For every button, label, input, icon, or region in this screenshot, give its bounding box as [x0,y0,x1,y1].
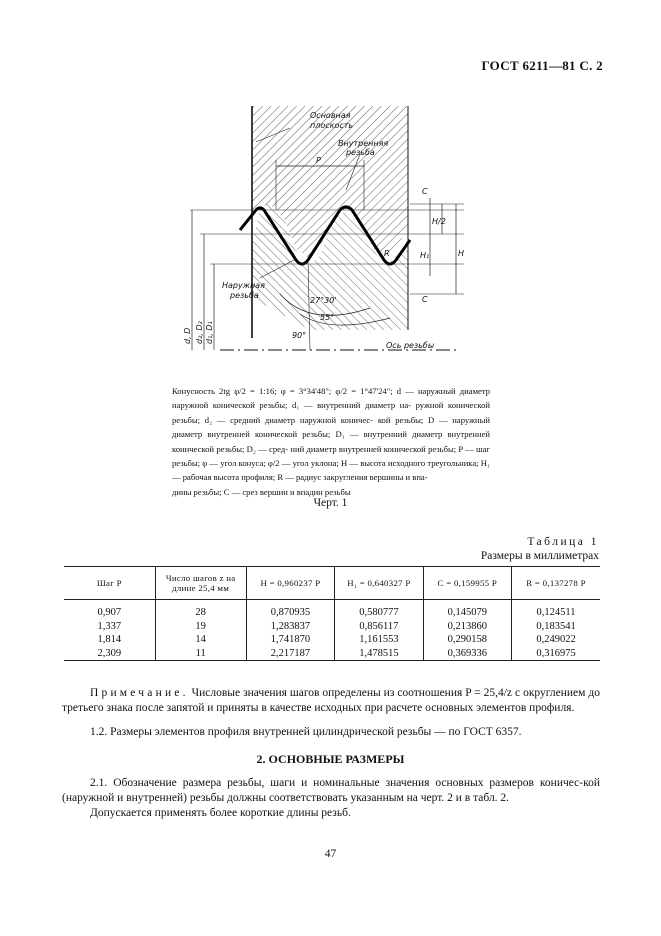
paragraph-text: 1.2. Размеры элементов профиля внутренней цилиндрической резьбы — по ГОСТ 6357. [90,726,522,738]
label-pitch: P [316,156,321,165]
table-note [62,686,600,715]
table-cell: 1,337 [97,620,122,632]
label-external-thread-2: резьба [230,291,259,300]
label-d: d, D [183,327,192,344]
table-cell: 0,907 [97,607,122,619]
table-cell: 1,478515 [335,647,423,661]
table-row [64,620,600,634]
label-h-half: H/2 [432,217,446,226]
label-angle-27: 27°30' [310,296,337,305]
label-angle-90: 90° [292,331,307,340]
table-cell: 0,145079 [423,606,511,620]
table-cell: 1,283837 [246,620,334,634]
label-c-bottom: C [422,295,428,304]
legend-line: дины резьбы; C — срез вершин и впадин резьбы [172,486,351,497]
thread-sizes-table [64,566,600,661]
drawing-legend [172,384,490,499]
table-cell: 11 [155,647,246,661]
paragraph-text: Допускается применять более короткие длины резьб. [90,807,351,819]
label-d1: d₁, D₁ [205,321,214,344]
page-header: ГОСТ 6211—81 С. 2 [481,58,603,73]
thread-profile-drawing [160,98,480,370]
legend-line: конуса; φ/2 — угол уклона; H — высота исходного треугольника; H₁ — [172,458,490,483]
table-row [64,647,600,661]
column-header: H₁ = 0,640327 P [335,567,423,600]
legend-line: ружной конической резьбы; d₂ — средний диаметр наружной коничес- [172,400,490,425]
table-cell: 14 [155,633,246,647]
label-angle-55: 55° [320,313,335,322]
label-internal-thread: Внутренняя [338,139,389,148]
table-header-row [64,567,600,600]
table-cell: 0,213860 [423,620,511,634]
label-c-top: C [422,187,428,196]
column-header: R = 0,137278 P [512,567,600,600]
table-units: Размеры в миллиметрах [480,550,599,562]
label-basic-plane-2: плоскость [310,121,354,130]
page-number: 47 [324,848,337,860]
label-h: H [458,249,465,258]
table-cell: 19 [155,620,246,634]
label-d2: d₂, D₂ [195,321,204,344]
table-cell: 2,217187 [246,647,334,661]
legend-line: Конусность 2tg φ/2 = 1:16; φ = 3°34'48"; φ/2 = 1°47'24"; d — наружный [172,386,456,396]
paragraph-2-2 [62,806,600,821]
legend-line: диаметр наружной конической резьбы; d₁ — внутренний диаметр на- [172,386,490,411]
table-row [64,633,600,647]
table-cell: 0,870935 [246,606,334,620]
label-basic-plane: Основная [310,111,351,120]
paragraph-2-1 [62,776,600,805]
label-internal-thread-2: резьба [346,148,375,157]
label-r: R [384,249,390,258]
legend-line: ний диаметр внутренней конической резьбы; P — шаг резьбы; φ — угол [172,443,490,469]
note-text: Числовые значения шагов определены из соотношения P = 25,4/z с округлением до третьего знака после запятой и приняты в качестве исходных при расчете основных элементов профиля. [62,687,600,714]
table-cell: 0,290158 [423,633,511,647]
table-row [64,606,600,620]
paragraph-1-2 [62,725,600,740]
table-cell: 28 [155,606,246,620]
table-cell: 1,161553 [335,633,423,647]
column-header: Число шагов z на длине 25,4 мм [155,567,246,600]
legend-line: кой резьбы; D — наружный диаметр внутренней конической резьбы; [172,414,490,440]
legend-line: рабочая высота профиля; R — радиус закругления вершины и впа- [182,472,428,483]
table-cell: 2,309 [64,647,155,661]
table-cell: 0,124511 [512,606,600,620]
table-cell: 0,316975 [512,647,600,661]
label-external-thread: Наружная [222,281,265,290]
column-header: H = 0,960237 P [246,567,334,600]
label-h1: H₁ [420,251,430,260]
section-heading: 2. ОСНОВНЫЕ РАЗМЕРЫ [256,752,405,766]
table-cell: 0,856117 [335,620,423,634]
table-cell: 0,249022 [512,633,600,647]
table-title: Таблица 1 [527,536,599,548]
paragraph-text: 2.1. Обозначение размера резьбы, шаги и номинальные значения основных размеров коничес-кой (наружной и внутренней) резьбы должны соответствовать указанным на черт. 2 и в табл. 2. [62,777,600,804]
table-cell: 1,741870 [246,633,334,647]
column-header: Шаг P [64,567,155,600]
legend-line: D₁ — внутренний диаметр внутренней конической резьбы; D₂ — сред- [172,429,490,454]
column-header: C = 0,159955 P [423,567,511,600]
table-cell: 0,183541 [512,620,600,634]
table-cell: 0,369336 [423,647,511,661]
table-cell: 0,580777 [335,606,423,620]
label-axis: Ось резьбы [386,341,435,350]
table-cell: 1,814 [97,634,122,646]
note-label: Примечание. [90,687,189,699]
drawing-caption: Черт. 1 [313,497,348,509]
